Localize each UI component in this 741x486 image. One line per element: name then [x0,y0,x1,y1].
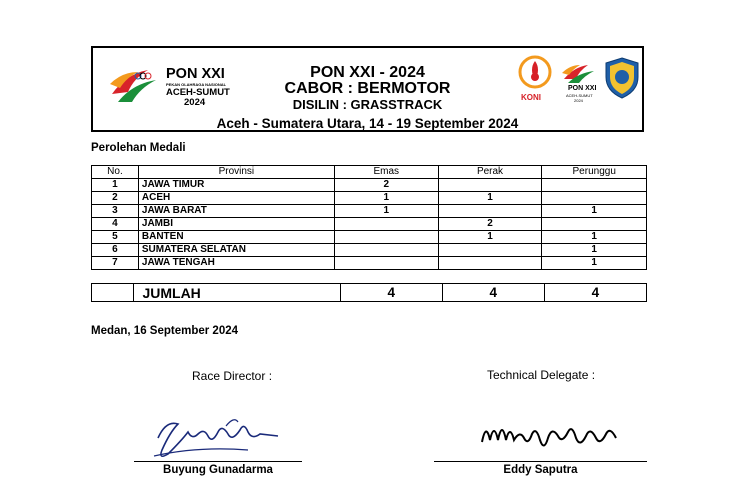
technical-delegate-name: Eddy Saputra [503,464,578,476]
row-no: 3 [92,205,139,218]
table-header-row [92,166,647,179]
total-spacer [92,284,134,302]
row-perunggu: 1 [542,231,647,244]
row-emas [334,244,438,257]
discipline-title: DISILIN : GRASSTRACK [292,97,443,112]
row-provinsi: SUMATERA SELATAN [138,244,334,257]
row-perak [438,257,542,270]
event-location-dates: Aceh - Sumatera Utara, 14 - 19 September 2024 [216,116,519,131]
total-perunggu: 4 [544,284,646,302]
row-perak: 1 [438,192,542,205]
row-no: 4 [92,218,139,231]
row-emas [334,218,438,231]
right-logo-region: ACEH-SUMUT [566,93,593,98]
row-no: 5 [92,231,139,244]
left-signature-line [134,461,302,462]
medal-table [91,165,647,270]
row-perunggu: 1 [542,257,647,270]
row-perunggu: 1 [542,244,647,257]
right-logo-year: 2024 [574,98,583,103]
race-director-signature [148,410,283,465]
col-header-perak: Perak [438,166,542,179]
pon-logo-title: PON XXI [166,66,225,82]
row-perunggu: 1 [542,205,647,218]
row-perak [438,205,542,218]
row-perunggu [542,218,647,231]
koni-label: KONI [521,93,541,102]
pon-emblem-icon [108,64,160,106]
document-date: Medan, 16 September 2024 [91,325,239,337]
table-row [92,218,647,231]
row-provinsi: ACEH [138,192,334,205]
race-director-role: Race Director : [192,369,273,383]
col-header-emas: Emas [334,166,438,179]
row-provinsi: JAWA BARAT [138,205,334,218]
table-row [92,244,647,257]
table-row [92,192,647,205]
row-provinsi: BANTEN [138,231,334,244]
row-emas: 1 [334,192,438,205]
table-row [92,205,647,218]
row-emas [334,231,438,244]
race-director-name: Buyung Gunadarma [163,464,273,476]
row-perak: 2 [438,218,542,231]
row-provinsi: JAWA TENGAH [138,257,334,270]
total-row [92,284,647,302]
row-perak: 1 [438,231,542,244]
sport-title: CABOR : BERMOTOR [284,80,451,97]
pon-logo-small: PEKAN OLAHRAGA NASIONAL [166,82,227,87]
shield-icon [604,57,640,99]
row-perak [438,179,542,192]
pon-small-emblem-icon [562,61,596,85]
row-provinsi: JAWA TIMUR [138,179,334,192]
row-perunggu [542,179,647,192]
right-signature-line [434,461,647,462]
col-header-provinsi: Provinsi [138,166,334,179]
right-logo-title: PON XXI [568,85,597,92]
right-logos [512,55,642,105]
row-emas [334,257,438,270]
pon-logo-year: 2024 [184,97,206,108]
technical-delegate-role: Technical Delegate : [487,368,596,382]
row-no: 2 [92,192,139,205]
row-perunggu [542,192,647,205]
row-perak [438,244,542,257]
row-provinsi: JAMBI [138,218,334,231]
total-table [91,283,647,302]
row-emas: 2 [334,179,438,192]
row-no: 7 [92,257,139,270]
row-no: 6 [92,244,139,257]
table-row [92,257,647,270]
event-title: PON XXI - 2024 [310,64,425,81]
koni-logo-icon [516,55,554,97]
total-perak: 4 [442,284,544,302]
row-emas: 1 [334,205,438,218]
total-label: JUMLAH [134,284,340,302]
section-title: Perolehan Medali [91,142,186,154]
row-no: 1 [92,179,139,192]
table-row [92,231,647,244]
col-header-perunggu: Perunggu [542,166,647,179]
pon-logo [108,58,248,110]
pon-logo-region: ACEH-SUMUT [166,87,230,98]
table-row [92,179,647,192]
total-emas: 4 [340,284,442,302]
technical-delegate-signature [476,412,626,457]
col-header-no: No. [92,166,139,179]
